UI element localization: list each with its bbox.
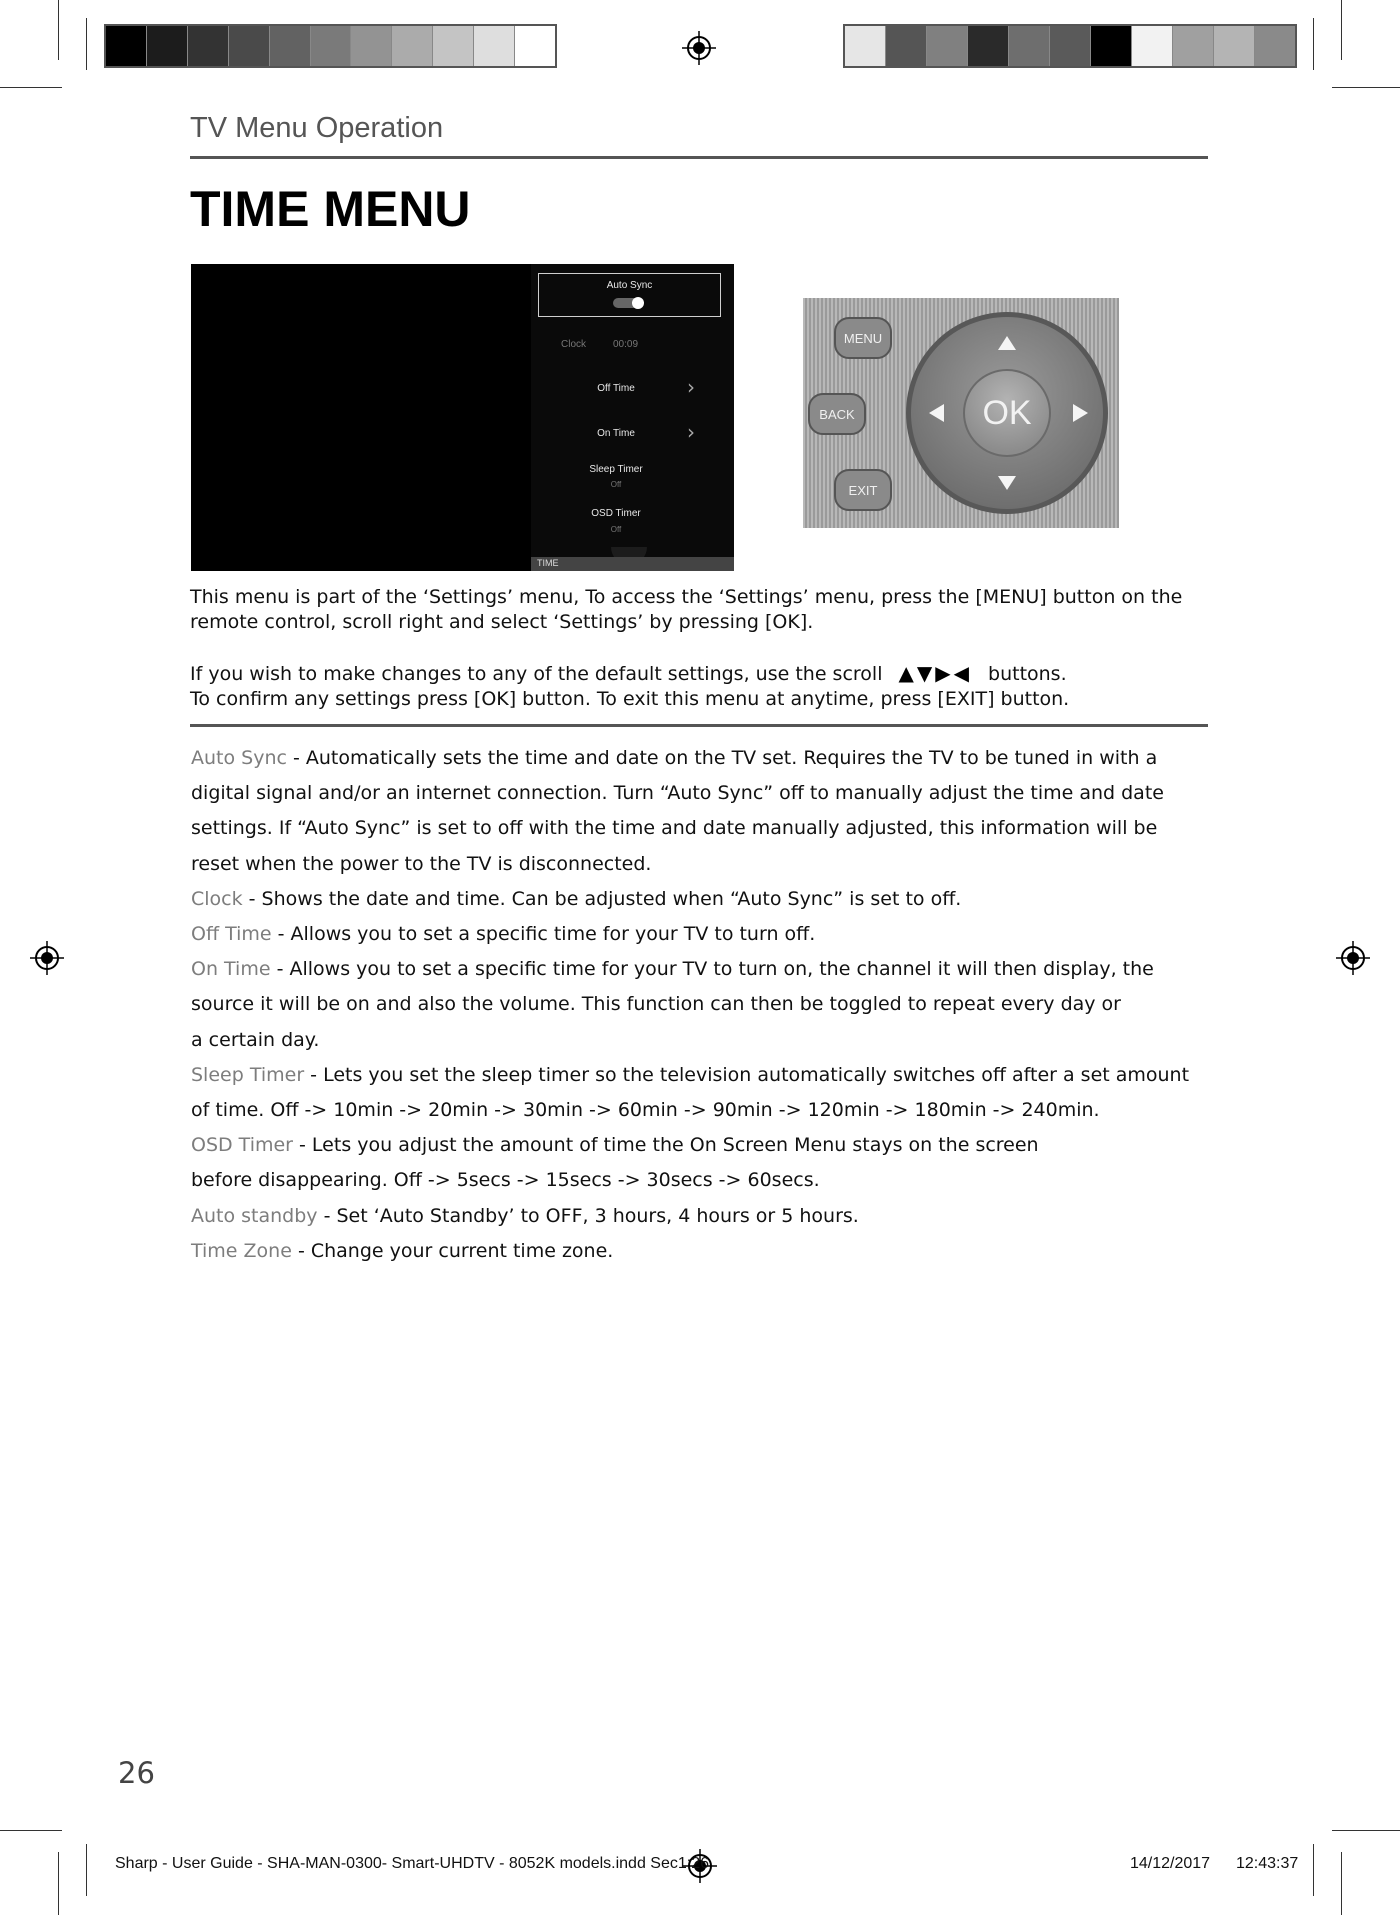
- color-swatch: [311, 26, 352, 66]
- color-swatch: [188, 26, 229, 66]
- crop-mark: [86, 18, 87, 70]
- tv-osd-timer-value: Off: [610, 525, 622, 534]
- crop-mark: [1332, 1830, 1400, 1831]
- definition-text: - Automatically sets the time and date on the TV set. Requires the TV to be tuned in with a: [286, 747, 1158, 769]
- definition-line: settings. If “Auto Sync” is set to off with the time and date manually adjusted, this information will be: [191, 817, 1158, 840]
- tv-on-time-label: On Time: [597, 428, 635, 439]
- crop-mark: [0, 1830, 62, 1831]
- crop-mark: [1341, 0, 1342, 60]
- term-auto-standby: Auto standby: [191, 1204, 318, 1227]
- definition-text: - Allows you to set a specific time for your TV to turn off.: [271, 923, 816, 946]
- definition-line: [191, 917, 1211, 952]
- scroll-text: If you wish to make changes to any of the default settings, use the scroll: [190, 663, 883, 685]
- ok-button-label: OK: [982, 394, 1032, 432]
- color-swatch: [270, 26, 311, 66]
- crop-mark: [1313, 18, 1314, 70]
- term-osd-timer: OSD Timer: [191, 1134, 293, 1157]
- tv-osd-timer-label: OSD Timer: [591, 508, 641, 519]
- crop-mark: [86, 1844, 87, 1896]
- definition-line: reset when the power to the TV is disconnected.: [191, 852, 652, 875]
- color-swatch: [433, 26, 474, 66]
- color-swatch: [147, 26, 188, 66]
- color-swatch: [1009, 26, 1050, 66]
- definition-text: - Lets you set the sleep timer so the television automatically switches off after a set amount: [304, 1063, 1190, 1086]
- color-calibration-strip-right: [843, 24, 1297, 68]
- scroll-text-end: buttons.: [988, 663, 1067, 685]
- tv-sleep-timer-label: Sleep Timer: [589, 464, 643, 475]
- intro-paragraph: [190, 585, 1210, 635]
- definition-text: - Lets you adjust the amount of time the On Screen Menu stays on the screen: [293, 1134, 1039, 1157]
- color-swatch: [515, 26, 555, 66]
- menu-button-label: MENU: [843, 331, 883, 346]
- tv-off-time-label: Off Time: [597, 383, 635, 394]
- confirm-line: To confirm any settings press [OK] button. To exit this menu at anytime, press [EXIT] button.: [190, 688, 1070, 710]
- definition-line: [191, 1199, 1211, 1234]
- color-swatch: [1091, 26, 1132, 66]
- intro-line: remote control, scroll right and select ‘Settings’ by pressing [OK].: [190, 611, 814, 633]
- crop-mark: [1332, 87, 1400, 88]
- registration-mark-icon: [1335, 940, 1371, 976]
- color-swatch: [1132, 26, 1173, 66]
- tv-menu-screenshot: [191, 264, 734, 571]
- definition-text: - Change your current time zone.: [291, 1239, 614, 1262]
- remote-control-illustration: [803, 298, 1119, 528]
- section-divider: [190, 724, 1208, 727]
- crop-mark: [58, 1852, 59, 1915]
- crop-mark: [0, 87, 62, 88]
- color-swatch: [351, 26, 392, 66]
- tv-bottom-bar: [531, 557, 734, 571]
- color-swatch: [474, 26, 515, 66]
- header-divider: [190, 156, 1208, 159]
- definition-line: [191, 882, 1211, 917]
- exit-button-label: EXIT: [848, 483, 878, 498]
- tv-sleep-timer-value: Off: [610, 480, 622, 489]
- arrow-keys-icon: ▲▼▶◀: [898, 661, 973, 685]
- term-sleep-timer: Sleep Timer: [191, 1063, 305, 1086]
- definition-text: - Set ‘Auto Standby’ to OFF, 3 hours, 4 hours or 5 hours.: [317, 1204, 859, 1227]
- definition-line: before disappearing. Off -> 5secs -> 15secs -> 30secs -> 60secs.: [191, 1169, 820, 1192]
- tv-bottom-label: TIME: [537, 558, 559, 568]
- definition-line: digital signal and/or an internet connection. Turn “Auto Sync” off to manually adjust the time and date: [191, 782, 1164, 805]
- settings-definitions: [191, 741, 1211, 1269]
- print-date: 14/12/2017: [1130, 1855, 1211, 1872]
- definition-line: a certain day.: [191, 1028, 320, 1051]
- page-title: TIME MENU: [190, 181, 471, 237]
- definition-line: [191, 1128, 1211, 1163]
- term-clock: Clock: [191, 887, 243, 910]
- color-swatch: [106, 26, 147, 66]
- print-slug: Sharp - User Guide - SHA-MAN-0300- Smart-UHDTV - 8052K models.indd Sec1:26: [115, 1855, 709, 1872]
- crop-mark: [1313, 1844, 1314, 1896]
- term-off-time: Off Time: [191, 923, 272, 946]
- color-swatch: [1173, 26, 1214, 66]
- tv-clock-value: 00:09: [613, 339, 639, 350]
- color-swatch: [1214, 26, 1255, 66]
- color-swatch: [392, 26, 433, 66]
- back-button-label: BACK: [819, 407, 855, 422]
- color-swatch: [886, 26, 927, 66]
- scroll-instructions: [190, 661, 1210, 712]
- color-swatch: [927, 26, 968, 66]
- color-swatch: [1255, 26, 1295, 66]
- tv-auto-sync-label: Auto Sync: [606, 280, 653, 291]
- color-swatch: [1050, 26, 1091, 66]
- chevron-right-icon: ›: [687, 420, 695, 444]
- color-swatch: [845, 26, 886, 66]
- definition-line: of time. Off -> 10min -> 20min -> 30min -> 60min -> 90min -> 120min -> 180min -> 240min.: [191, 1099, 1100, 1122]
- definition-line: source it will be on and also the volume. This function can then be toggled to repeat every day or: [191, 993, 1121, 1016]
- registration-mark-icon: [29, 940, 65, 976]
- definition-line: [191, 952, 1211, 987]
- tv-clock-label: Clock: [561, 339, 587, 350]
- chevron-right-icon: ›: [687, 375, 695, 399]
- term-auto-sync: Auto Sync: [191, 747, 287, 769]
- definition-line: [191, 741, 1211, 776]
- definition-line: [191, 1234, 1211, 1269]
- crop-mark: [1341, 1852, 1342, 1915]
- crop-mark: [58, 0, 59, 60]
- term-time-zone: Time Zone: [191, 1239, 292, 1262]
- definition-text: - Shows the date and time. Can be adjusted when “Auto Sync” is set to off.: [242, 887, 962, 910]
- tv-auto-sync-toggle: [613, 298, 643, 308]
- print-time: 12:43:37: [1236, 1855, 1299, 1872]
- scroll-line: [190, 661, 1210, 687]
- color-swatch: [229, 26, 270, 66]
- color-swatch: [968, 26, 1009, 66]
- page-number: 26: [118, 1756, 155, 1790]
- definition-text: - Allows you to set a specific time for your TV to turn on, the channel it will then display, the: [270, 958, 1154, 981]
- intro-line: This menu is part of the ‘Settings’ menu, To access the ‘Settings’ menu, press the [MENU] button on the: [190, 586, 1183, 608]
- color-calibration-strip-left: [104, 24, 557, 68]
- section-title: TV Menu Operation: [190, 112, 444, 144]
- definition-line: [191, 1058, 1211, 1093]
- registration-mark-icon: [681, 30, 717, 66]
- term-on-time: On Time: [191, 958, 271, 981]
